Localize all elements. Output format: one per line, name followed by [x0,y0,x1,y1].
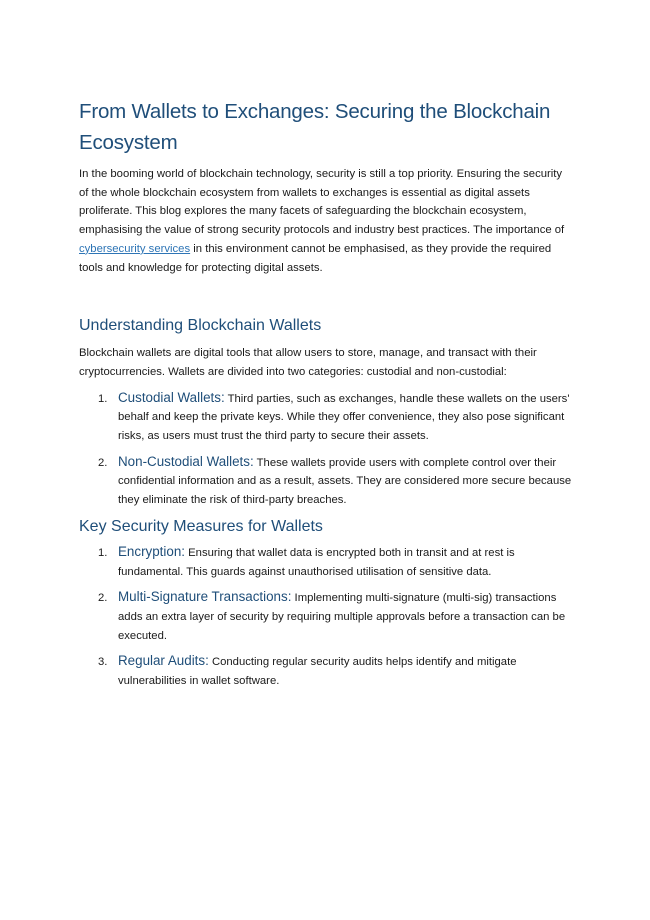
list-item-number: 3. [98,656,108,669]
intro-paragraph [79,165,573,277]
list-item-number: 2. [98,592,108,605]
list-item-text: These wallets provide users with complete control over their confidential information and as a result, assets. They are considered more secure because they eliminate the risk of third-party breaches. [118,456,572,507]
wallets-section-heading: Understanding Blockchain Wallets [79,317,322,335]
list-item [79,543,573,581]
article-title: From Wallets to Exchanges: Securing the Blockchain Ecosystem [79,100,551,154]
list-item [79,588,573,645]
list-item-text: Ensuring that wallet data is encrypted both in transit and at rest is fundamental. This guards against unauthorised utilisation of sensitive data. [118,546,515,578]
list-item-text: Third parties, such as exchanges, handle these wallets on the users' behalf and keep the private keys. While they offer convenience, they also pose significant risks, as users must trust the third party to secure their assets. [118,392,570,443]
list-item-text: Conducting regular security audits helps identify and mitigate vulnerabilities in wallet software. [118,656,517,688]
list-item-term: Non-Custodial Wallets: [118,453,254,469]
measures-section-heading: Key Security Measures for Wallets [79,517,323,535]
list-item-number: 2. [98,456,108,469]
cybersecurity-services-link[interactable]: cybersecurity services [79,242,191,255]
list-item [79,389,573,446]
list-item-text: Implementing multi-signature (multi-sig) transactions adds an extra layer of security by requiring multiple approvals before a transaction can be executed. [118,592,566,642]
intro-text-before-link: In the booming world of blockchain technology, security is still a top priority. Ensuring the security of the whole blockchain ecosystem from wallets to exchanges is essential as digital assets proliferate. This blog explores the many facets of safeguarding the blockchain ecosystem, emphasising the value of strong security protocols and industry best practices. The importance of [79,168,565,237]
list-item-term: Encryption: [118,543,185,559]
list-item-number: 1. [98,546,108,559]
wallets-section-paragraph: Blockchain wallets are digital tools that allow users to store, manage, and transact with their cryptocurrencies. Wallets are divided into two categories: custodial and non-custodial: [79,347,537,378]
document-page [79,96,573,691]
intro-text-after-link: in this environment cannot be emphasised, as they provide the required tools and knowledge for protecting digital assets. [79,242,552,274]
list-item [79,453,573,510]
list-item-term: Custodial Wallets: [118,389,225,405]
list-item-number: 1. [98,392,108,405]
list-item [79,652,573,690]
list-item-term: Regular Audits: [118,653,209,669]
wallet-types-list [79,389,573,510]
security-measures-list [79,543,573,691]
list-item-term: Multi-Signature Transactions: [118,589,292,605]
